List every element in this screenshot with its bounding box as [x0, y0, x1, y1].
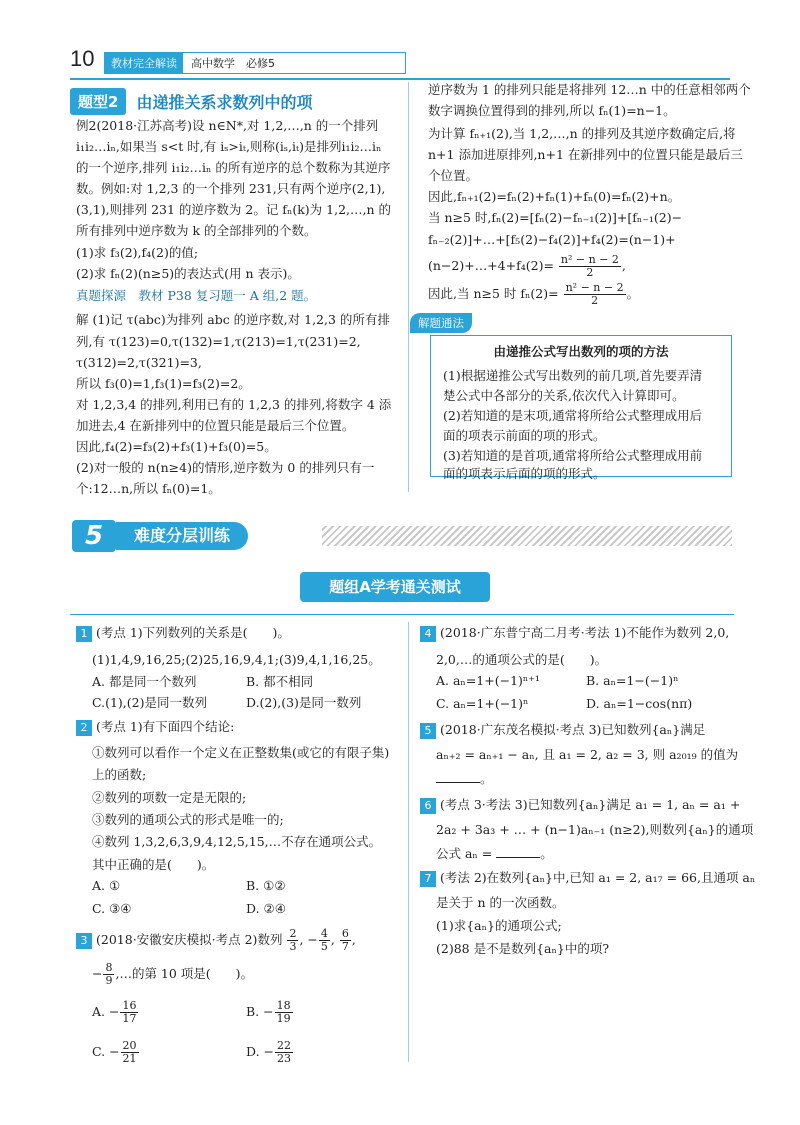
- header-rule: [70, 78, 730, 80]
- text-line: n+1 添加进原排列,n+1 在新排列中的位置只能是最后三: [428, 147, 743, 162]
- section-heading: [72, 520, 732, 554]
- method-line: (3)若知道的是首项,通常将所给公式整理成用前: [443, 448, 703, 463]
- text-line: 为计算 fₙ₊₁(2),当 1,2,…,n 的排列及其逆序数确定后,将: [428, 126, 736, 141]
- frac-num: 18: [276, 999, 291, 1012]
- series-label: 教材完全解读: [105, 53, 183, 73]
- text-line: 例2(2018·江苏高考)设 n∈N*,对 1,2,…,n 的一个排列: [76, 118, 379, 133]
- fraction: $\frac{4}{5}$: [320, 927, 328, 953]
- example-right-column: [428, 82, 751, 307]
- question-5-stem: [420, 720, 705, 739]
- course-label: 高中数学 必修5: [191, 57, 275, 70]
- method-tag: 解题通法: [410, 313, 472, 333]
- source-note: 真题探源 教材 P38 复习题一 A 组,2 题。: [76, 288, 317, 303]
- question-2-stem: [76, 717, 234, 736]
- option-a: [92, 1000, 139, 1025]
- question-body: (1)1,4,9,16,25;(2)25,16,9,4,1;(3)9,4,1,16,25。: [92, 652, 381, 667]
- text-line: 所以 f₃(0)=1,f₃(1)=f₃(2)=2。: [76, 376, 251, 391]
- question-1-stem: [76, 623, 290, 642]
- text-line: 所有排列中逆序数为 k 的全部排列的个数。: [76, 223, 317, 238]
- question-line: ①数列可以看作一个定义在正整数集(或它的有限子集): [92, 745, 390, 760]
- option-b: B. aₙ=1−(−1)ⁿ: [586, 673, 679, 688]
- text-line: 对 1,2,3,4 的排列,利用已有的 1,2,3 的排列,将数字 4 添: [76, 397, 392, 412]
- column-divider: [408, 82, 409, 492]
- question-number: 1: [76, 626, 92, 642]
- frac-num: n² − n − 2: [565, 281, 624, 294]
- question-line: − $\frac{8}{9}$ ,…的第 10 项是( )。: [92, 961, 254, 987]
- method-line: 楚公式中各部分的关系,依次代入计算即可。: [443, 388, 685, 403]
- text-line: 数。例如:对 1,2,3 的一个排列 231,只有两个逆序(2,1),: [76, 181, 386, 196]
- text-line: 个:12…n,所以 fₙ(0)=1。: [76, 481, 221, 496]
- text-line: (2)求 fₙ(2)(n≥5)的表达式(用 n 表示)。: [76, 266, 300, 281]
- method-title: 由递推公式写出数列的项的方法: [493, 344, 669, 359]
- frac-num: n² − n − 2: [560, 253, 619, 266]
- method-box: [430, 335, 732, 481]
- text-line: 加进去,4 在新排列中的位置只能是最后三个位置。: [76, 418, 355, 433]
- tixing-title: 由递推关系求数列中的项: [136, 93, 313, 112]
- option-label: C. −: [92, 1044, 120, 1059]
- question-number: 7: [420, 871, 436, 887]
- question-text: (2018·广东茂名模拟·考点 3)已知数列{aₙ}满足: [440, 722, 706, 737]
- question-text: (考点 1)下列数列的关系是( )。: [96, 625, 290, 640]
- text-line: (n−2)+…+4+f₄(2)= $\frac{\text{n² − n − 2}}{2}$ ,: [428, 253, 626, 279]
- frac-num: 20: [122, 1039, 137, 1052]
- frac-den: 19: [276, 1012, 291, 1025]
- question-text: (考法 2)在数列{aₙ}中,已知 a₁ = 2, a₁₇ = 66,且通项 aₙ: [440, 870, 756, 885]
- option-d: D. ②④: [246, 901, 286, 916]
- option-d: [246, 1040, 294, 1065]
- question-line: ④数列 1,3,2,6,3,9,4,12,5,15,…不存在通项公式。: [92, 834, 382, 849]
- option-c: [92, 1040, 140, 1065]
- question-line: 2,0,…的通项公式的是( )。: [436, 652, 608, 667]
- frac-den: 2: [591, 294, 599, 307]
- solution-line: 解 (1)记 τ(abc)为排列 abc 的逆序数,对 1,2,3 的所有排: [76, 312, 390, 327]
- frac-den: 2: [586, 266, 594, 279]
- tixing-heading: [70, 88, 312, 115]
- option-a: A. 都是同一个数列: [92, 674, 197, 689]
- question-text: 。: [480, 771, 493, 786]
- question-4-stem: [420, 623, 729, 642]
- option-label: D. −: [246, 1044, 274, 1059]
- section-number: 5: [72, 520, 116, 552]
- text-line: 因此,fₙ₊₁(2)=fₙ(2)+fₙ(1)+fₙ(0)=fₙ(2)+n。: [428, 189, 681, 204]
- question-6-stem: [420, 795, 740, 814]
- text-line: (1)求 f₃(2),f₄(2)的值;: [76, 245, 199, 260]
- answer-blank[interactable]: [496, 847, 540, 858]
- frac-num: 16: [122, 999, 137, 1012]
- fraction: [120, 1000, 138, 1025]
- option-d: D.(2),(3)是同一数列: [246, 695, 362, 710]
- option-label: A. −: [92, 1004, 120, 1019]
- equation-text: (n−2)+…+4+f₄(2)=: [428, 258, 554, 273]
- question-text: (考点 3·考法 3)已知数列{aₙ}满足 a₁ = 1, aₙ = a₁ +: [440, 797, 741, 812]
- question-line: (1)求{aₙ}的通项公式;: [436, 918, 562, 933]
- frac-den: 17: [122, 1012, 137, 1025]
- frac-den: 21: [122, 1052, 137, 1065]
- question-line: ③数列的通项公式的形式是唯一的;: [92, 812, 284, 827]
- answer-blank[interactable]: [436, 772, 480, 783]
- fraction: $\frac{2}{3}$: [289, 927, 297, 953]
- fraction: [559, 254, 621, 279]
- option-b: B. ①②: [246, 878, 286, 893]
- fraction: [564, 282, 626, 307]
- option-d: D. aₙ=1−cos(nπ): [586, 696, 693, 711]
- text-line: 数字调换位置得到的排列,所以 fₙ(1)=n−1。: [428, 103, 676, 118]
- text-line: 因此,当 n≥5 时 fₙ(2)= $\frac{\text{n² − n − 2}}{2}$ 。: [428, 281, 640, 307]
- fraction: [275, 1040, 293, 1065]
- text-line: i₁i₂…iₙ,如果当 s<t 时,有 iₛ>iₜ,则称(iₛ,iₜ)是排列i₁i₂…iₙ: [76, 139, 382, 154]
- frac-num: 22: [277, 1039, 291, 1052]
- option-a: A. aₙ=1+(−1)ⁿ⁺¹: [436, 673, 540, 688]
- question-number: 5: [420, 723, 436, 739]
- text-line: (3,1),则排列 231 的逆序数为 2。记 fₙ(k)为 1,2,…,n 的: [76, 202, 391, 217]
- fraction: $\frac{6}{7}$: [341, 927, 349, 953]
- option-a: A. ①: [92, 878, 121, 893]
- question-line: 是关于 n 的一次函数。: [436, 895, 565, 910]
- method-line: (1)根据递推公式写出数列的前几项,首先要弄清: [443, 368, 703, 383]
- option-c: C.(1),(2)是同一数列: [92, 695, 207, 710]
- question-text: (2018·广东普宁高二月考·考法 1)不能作为数列 2,0,: [440, 625, 730, 640]
- question-line: [436, 769, 493, 787]
- question-text: ,…的第 10 项是( )。: [115, 966, 254, 981]
- option-c: C. ③④: [92, 901, 132, 916]
- question-text: (考点 1)有下面四个结论:: [96, 719, 235, 734]
- question-number: 2: [76, 720, 92, 736]
- text-line: 个位置。: [428, 168, 479, 183]
- question-line: (2)88 是不是数列{aₙ}中的项?: [436, 941, 610, 956]
- question-number: 4: [420, 626, 436, 642]
- question-line: 公式 aₙ = 。: [436, 846, 553, 861]
- column-divider: [408, 622, 409, 1062]
- header-bar: [104, 52, 406, 74]
- text-line: 列,有 τ(123)=0,τ(132)=1,τ(213)=1,τ(231)=2,: [76, 334, 361, 349]
- option-b: B. 都不相同: [246, 674, 314, 689]
- group-rule: [70, 614, 734, 615]
- text-line: 的一个逆序,排列 i₁i₂…iₙ 的所有逆序的总个数称为其逆序: [76, 160, 391, 175]
- fraction: [121, 1040, 139, 1065]
- option-b: [246, 1000, 294, 1025]
- equation-text: 因此,当 n≥5 时 fₙ(2)=: [428, 286, 559, 301]
- text-line: 逆序数为 1 的排列只能是将排列 12…n 中的任意相邻两个: [428, 82, 751, 97]
- option-c: C. aₙ=1+(−1)ⁿ: [436, 696, 529, 711]
- tixing-badge: 题型2: [70, 88, 126, 115]
- fraction: $\frac{8}{9}$: [105, 961, 113, 987]
- fraction: [275, 1000, 293, 1025]
- question-number: 6: [420, 798, 436, 814]
- example-left-column: [76, 118, 396, 498]
- question-number: 3: [76, 933, 92, 949]
- question-text: (2018·安徽安庆模拟·考点 2)数列: [96, 932, 283, 947]
- section-title: 难度分层训练: [116, 522, 248, 550]
- text-line: 当 n≥5 时,fₙ(2)=[fₙ(2)−fₙ₋₁(2)]+[fₙ₋₁(2)−: [428, 210, 683, 225]
- method-line: 面的项表示后面的项的形式。: [443, 466, 606, 481]
- question-text: 公式 aₙ =: [436, 846, 497, 861]
- method-line: (2)若知道的是末项,通常将所给公式整理成用后: [443, 408, 703, 423]
- question-line: 2a₂ + 3a₃ + … + (n−1)aₙ₋₁ (n≥2),则数列{aₙ}的通项: [436, 822, 754, 837]
- question-line: ②数列的项数一定是无限的;: [92, 790, 247, 805]
- text-line: τ(312)=2,τ(321)=3,: [76, 355, 202, 370]
- question-line: 上的函数;: [92, 767, 147, 782]
- question-3-stem: 3 (2018·安徽安庆模拟·考点 2)数列 $\frac{2}{3}$ , − $\frac{4}{5}$ , $\frac{6}{7}$ ,: [76, 928, 356, 953]
- page-number: 10: [70, 46, 95, 71]
- method-line: 面的项表示前面的项的形式。: [443, 428, 606, 443]
- option-label: B. −: [246, 1004, 274, 1019]
- question-line: aₙ₊₂ = aₙ₊₁ − aₙ, 且 a₁ = 2, a₂ = 3, 则 a₂₀₁₉ 的值为: [436, 747, 739, 762]
- question-line: 其中正确的是( )。: [92, 857, 215, 872]
- group-title: 题组A学考通关测试: [300, 572, 490, 602]
- text-line: 因此,f₄(2)=f₃(2)+f₃(1)+f₃(0)=5。: [76, 439, 277, 454]
- text-line: fₙ₋₂(2)]+…+[f₅(2)−f₄(2)]+f₄(2)=(n−1)+: [428, 232, 676, 247]
- question-7-stem: [420, 868, 755, 887]
- decorative-stripes: [322, 526, 732, 546]
- text-line: (2)对一般的 n(n≥4)的情形,逆序数为 0 的排列只有一: [76, 460, 375, 475]
- frac-den: 23: [277, 1052, 291, 1065]
